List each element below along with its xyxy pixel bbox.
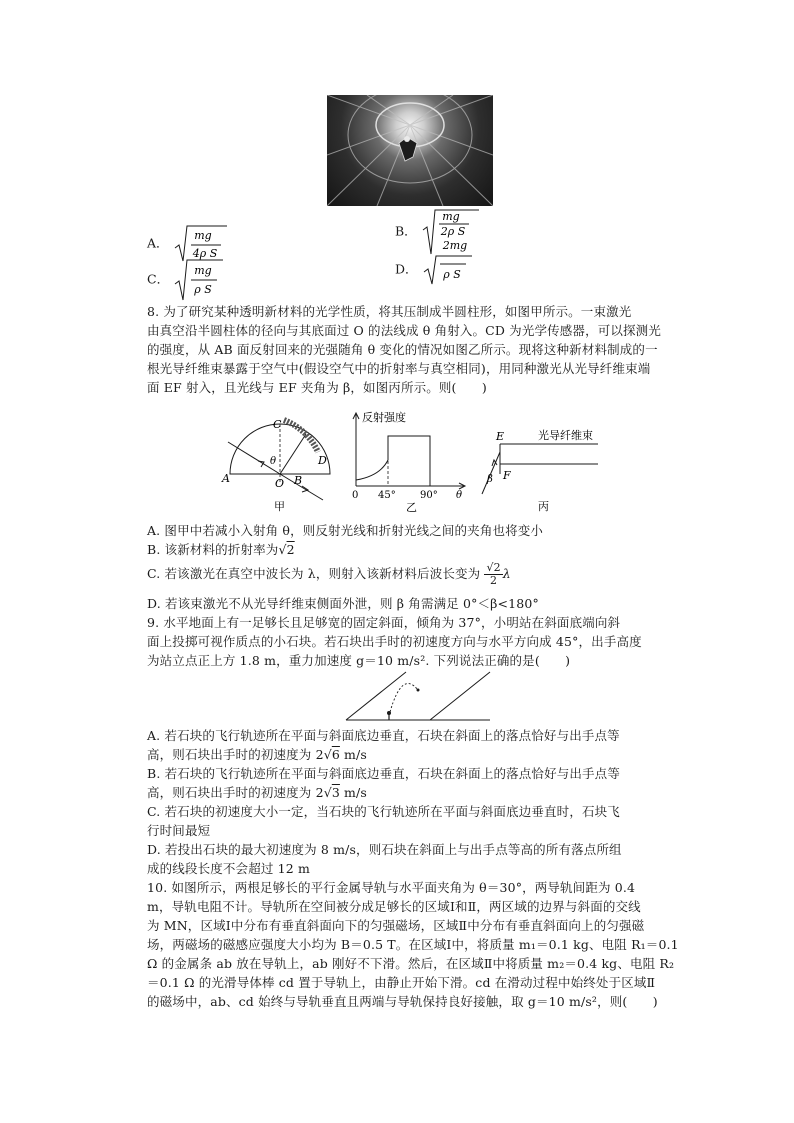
q9-line-3: 为站立点正上方 1.8 m，重力加速度 g＝10 m/s². 下列说法正确的是( ) (147, 653, 571, 668)
q9-line-1: 9. 水平地面上有一足够长且足够宽的固定斜面，倾角为 37°，小明站在斜面底端向斜 (147, 615, 621, 630)
q9-option-b-line-2[interactable]: 高，则石块出手时的初速度为 2√3 m/s (147, 785, 367, 800)
q8-figure-jia (218, 412, 333, 514)
jia-caption: 甲 (274, 500, 285, 513)
jia-label-a: A (222, 472, 230, 485)
q7-option-b[interactable]: B． mg 2ρ S 2mg (395, 208, 481, 256)
jia-label-b: B (294, 474, 303, 487)
q9-option-a-line-1[interactable]: A. 若石块的飞行轨迹所在平面与斜面底边垂直，石块在斜面上的落点恰好与出手点等 (147, 728, 620, 743)
q7c-den: ρ S (194, 283, 212, 296)
q10-line-4: 场，两磁场的磁感应强度大小均为 B＝0.5 T。在区域Ⅰ中，将质量 m₁＝0.1 kg、电阻 R₁＝0.1 (147, 937, 679, 952)
q10-line-3: 为 MN，区域Ⅰ中分布有垂直斜面向下的匀强磁场，区域Ⅱ中分布有垂直斜面向上的匀强磁 (147, 918, 645, 933)
q8c-fraction: $\frac{√2}{2}$ (486, 561, 501, 587)
q7b-den: 2ρ S (440, 225, 465, 238)
q7-option-d[interactable]: D． ρ S (395, 254, 476, 286)
q7-option-a[interactable]: A． mg 4ρ S (147, 224, 227, 264)
q9-option-a-line-2[interactable]: 高，则石块出手时的初速度为 2√6 m/s (147, 747, 367, 762)
q9-option-d-line-1[interactable]: D. 若投出石块的最大初速度为 8 m/s，则石块在斜面上与出手点等高的所有落点所组 (147, 842, 622, 857)
q9-option-b-line-1[interactable]: B. 若石块的飞行轨迹所在平面与斜面底边垂直，石块在斜面上的落点恰好与出手点等 (147, 766, 620, 781)
q8-line-2: 由真空沿半圆柱体的径向与其底面过 O 的法线成 θ 角射入。CD 为光学传感器，可以探测光 (147, 323, 661, 338)
q10-line-7: 的磁场中，ab、cd 始终与导轨垂直且两端与导轨保持良好接触，取 g＝10 m/s²，则( ) (147, 994, 658, 1009)
q7a-num: mg (193, 229, 212, 242)
yi-tick-0: 0 (352, 490, 359, 501)
yi-tick-45: 45° (378, 490, 396, 501)
q8-option-a[interactable]: A. 图甲中若减小入射角 θ，则反射光线和折射光线之间的夹角也将变小 (147, 523, 544, 538)
yi-tick-90: 90° (420, 490, 438, 501)
q8-line-5: 面 EF 射入，且光线与 EF 夹角为 β，如图丙所示。则( ) (147, 380, 487, 395)
q8-line-3: 的强度，从 AB 面反射回来的光强随角 θ 变化的情况如图乙所示。现将这种新材料制成的一 (147, 342, 658, 357)
photo-graphic (327, 95, 493, 206)
jia-label-c: C (273, 418, 282, 431)
q8-line-4: 根光导纤维束暴露于空气中(假设空气中的折射率与真空相同)，用同种激光从光导纤维束端 (147, 361, 651, 376)
bing-caption: 丙 (538, 500, 549, 513)
yi-ylabel: 反射强度 (362, 411, 406, 424)
q7-option-b-formula (421, 208, 481, 256)
q8-option-b[interactable]: B. 该新材料的折射率为√2 (147, 542, 295, 557)
jia-label-o: O (275, 477, 285, 490)
jia-label-theta: θ (270, 456, 277, 467)
q7b-extra: 2mg (442, 239, 467, 252)
bing-label-fiber: 光导纤维束 (538, 429, 593, 442)
q7-option-c-formula (173, 258, 227, 302)
q7-option-c[interactable]: C． mg ρ S (147, 258, 227, 302)
jia-label-d: D (318, 454, 327, 467)
q9-line-2: 面上投掷可视作质点的小石块。若石块出手时的初速度方向与水平方向成 45°，出手高度 (147, 634, 642, 649)
q7a-den: 4ρ S (192, 247, 217, 260)
q10-line-5: Ω 的金属条 ab 放在导轨上，ab 刚好不下滑。然后，在区域Ⅱ中将质量 m₂＝0.4 kg、电阻 R₂ (147, 956, 675, 971)
sqrt-icon: √ (278, 542, 287, 557)
q10-line-1: 10. 如图所示，两根足够长的平行金属导轨与水平面夹角为 θ＝30°，两导轨间距为 0.4 (147, 880, 636, 895)
q8-line-1: 8. 为了研究某种透明新材料的光学性质，将其压制成半圆柱形，如图甲所示。一束激光 (147, 304, 632, 319)
q9-option-c-line-2[interactable]: 行时间最短 (147, 823, 211, 838)
sqrt-icon: √ (323, 785, 332, 800)
q8-figure-yi (344, 410, 474, 516)
photo-image (327, 95, 493, 206)
q7d-den: ρ S (442, 268, 461, 281)
q9-option-d-line-2[interactable]: 成的线段长度不会超过 12 m (147, 861, 310, 876)
bing-label-e: E (496, 430, 505, 443)
q9-option-c-line-1[interactable]: C. 若石块的初速度大小一定，当石块的飞行轨迹所在平面与斜面底边垂直时，石块飞 (147, 804, 620, 819)
bing-label-beta: β (487, 474, 493, 485)
yi-tick-theta: θ (456, 490, 463, 501)
q8-option-d[interactable]: D. 若该束激光不从光导纤维束侧面外泄，则 β 角需满足 0°＜β<180° (147, 596, 539, 611)
yi-caption: 乙 (406, 501, 417, 514)
sqrt-icon: √ (323, 747, 332, 762)
q10-line-6: ＝0.1 Ω 的光滑导体棒 cd 置于导轨上，由静止开始下滑。cd 在滑动过程中始终处于区域Ⅱ (147, 975, 656, 990)
q7-option-d-formula (422, 254, 476, 286)
q7b-num: mg (441, 210, 460, 223)
q8-option-c[interactable]: C. 若该激光在真空中波长为 λ，则射入该新材料后波长变为 $\frac{√2}{2}$ λ (147, 561, 511, 587)
q9-figure-slope (344, 668, 496, 724)
q10-line-2: m，导轨电阻不计。导轨所在空间被分成足够长的区域Ⅰ和Ⅱ，两区域的边界与斜面的交线 (147, 899, 641, 914)
q8-figure-bing (480, 424, 605, 516)
q7c-num: mg (194, 264, 212, 277)
bing-label-f: F (503, 469, 511, 482)
